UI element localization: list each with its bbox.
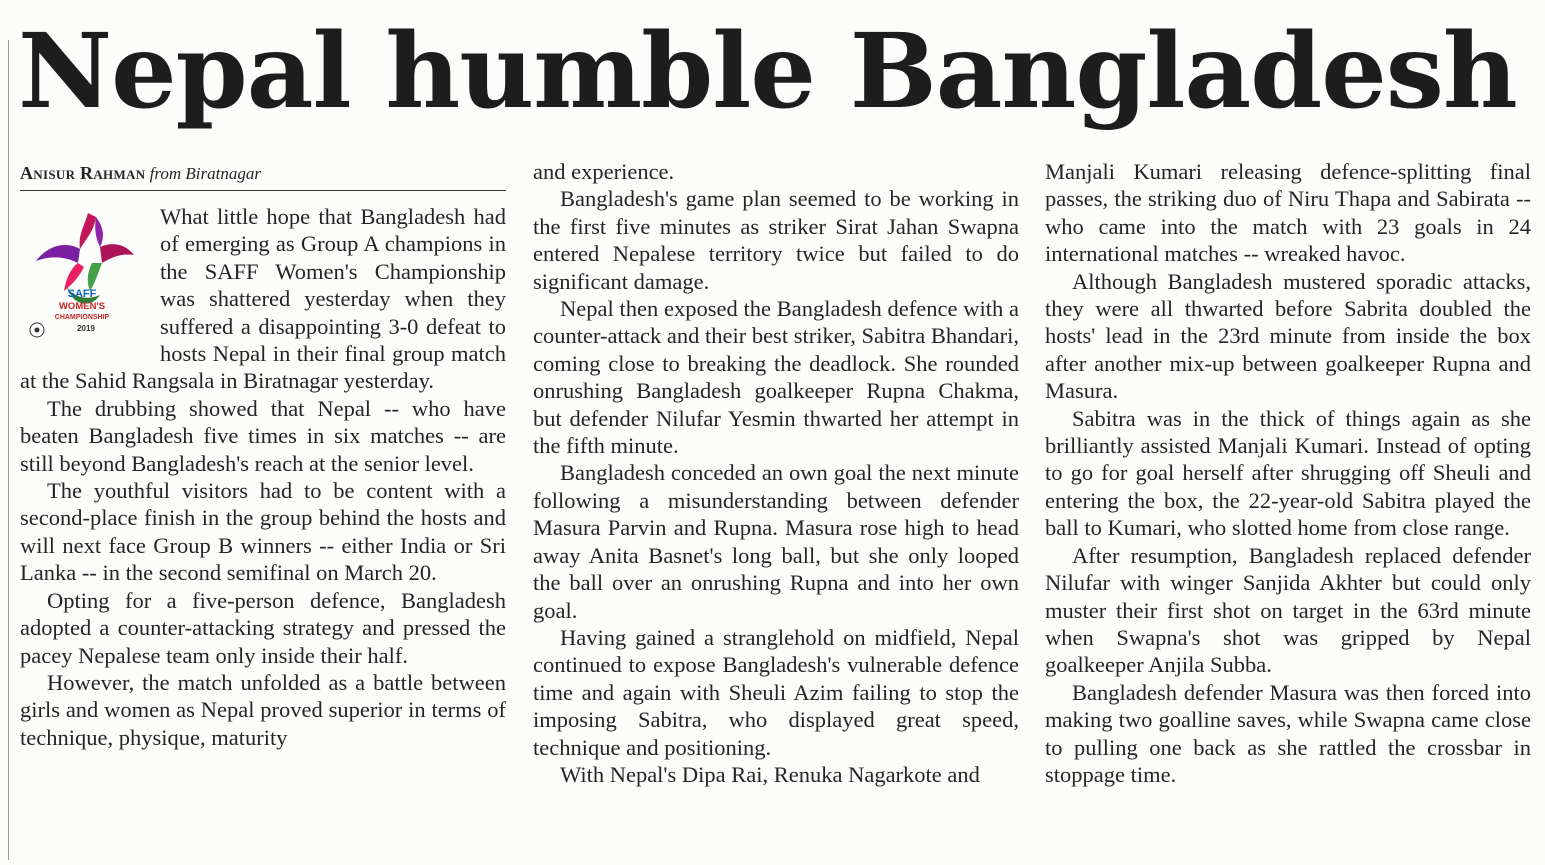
paragraph: Nepal then exposed the Bangladesh defence with a counter-attack and their best striker, Sabitra Bhandari, coming close to breaking the deadlock. She rounded onrushing Bangladesh goalkeeper Rupna Chakma, but defender Nilufar Yesmin thwarted her attempt in the fifth minute.	[533, 296, 1019, 459]
headline: Nepal humble Bangladesh	[18, 11, 1517, 132]
byline-place: from Biratnagar	[149, 164, 261, 183]
paragraph: The drubbing showed that Nepal -- who have beaten Bangladesh five times in six matches -- are still beyond Bangladesh's reach at the senior level.	[20, 395, 506, 476]
byline	[20, 160, 506, 191]
article-column-2	[533, 158, 1019, 788]
byline-author: Anisur Rahman	[20, 163, 146, 183]
article-column-3	[1045, 158, 1531, 788]
paragraph: Opting for a five-person defence, Bangladesh adopted a counter-attacking strategy and pressed the pacey Nepalese team only inside their half.	[20, 587, 506, 668]
logo-saff-text: SAFF	[67, 288, 97, 300]
paragraph: Sabitra was in the thick of things again as she brilliantly assisted Manjali Kumari. Instead of opting to go for goal herself after shrugging off Sheuli and entering the box, the 22-year-old Sabitra played the ball to Kumari, who slotted home from close range.	[1045, 405, 1531, 541]
paragraph: Having gained a stranglehold on midfield, Nepal continued to expose Bangladesh's vulnerable defence time and again with Sheuli Azim failing to stop the imposing Sabitra, who displayed great speed, technique and positioning.	[533, 624, 1019, 760]
paragraph: Bangladesh's game plan seemed to be working in the first five minutes as striker Sirat Jahan Swapna entered Nepalese territory twice but failed to do significant damage.	[533, 186, 1019, 294]
saff-championship-logo	[26, 205, 138, 343]
paragraph: Bangladesh defender Masura was then forced into making two goalline saves, while Swapna came close to pulling one back as she rattled the crossbar in stoppage time.	[1045, 679, 1531, 787]
paragraph: After resumption, Bangladesh replaced defender Nilufar with winger Sanjida Akhter but could only muster their first shot on target in the 63rd minute when Swapna's shot was gripped by Nepal goalkeeper Anjila Subba.	[1045, 542, 1531, 678]
logo-championship-text: CHAMPIONSHIP	[54, 314, 110, 321]
paragraph: Manjali Kumari releasing defence-splitting final passes, the striking duo of Niru Thapa and Sabirata -- who came into the match with 23 goals in 24 international matches -- wreaked havoc.	[1045, 159, 1531, 267]
logo-womens-text: WOMEN'S	[58, 301, 106, 312]
paragraph: However, the match unfolded as a battle between girls and women as Nepal proved superior in terms of technique, physique, maturity	[20, 669, 506, 750]
paragraph: Bangladesh conceded an own goal the next minute following a misunderstanding between defender Masura Parvin and Rupna. Masura rose high to head away Anita Basnet's long ball, but she only looped the ball over an onrushing Rupna and into her own goal.	[533, 460, 1019, 623]
paragraph: The youthful visitors had to be content with a second-place finish in the group behind the hosts and will next face Group B winners -- either India or Sri Lanka -- in the second semifinal on March 20.	[20, 478, 506, 586]
paragraph: and experience.	[533, 159, 675, 184]
column-rule	[8, 40, 9, 860]
article-column-1	[20, 160, 506, 751]
paragraph: With Nepal's Dipa Rai, Renuka Nagarkote and	[560, 761, 980, 787]
paragraph: Although Bangladesh mustered sporadic attacks, they were all thwarted before Sabrita doubled the hosts' lead in the 23rd minute from inside the box after another mix-up between goalkeeper Rupna and Masura.	[1045, 268, 1531, 404]
logo-year-text: 2019	[77, 324, 95, 333]
paragraph: What little hope that Bangladesh had of emerging as Group A champions in the SAFF Women's Championship was shattered yesterday when they suffered a disappointing 3-0 defeat to hosts Nepal in their final group match at the Sahid Rangsala in Biratnagar yesterday.	[20, 204, 506, 394]
